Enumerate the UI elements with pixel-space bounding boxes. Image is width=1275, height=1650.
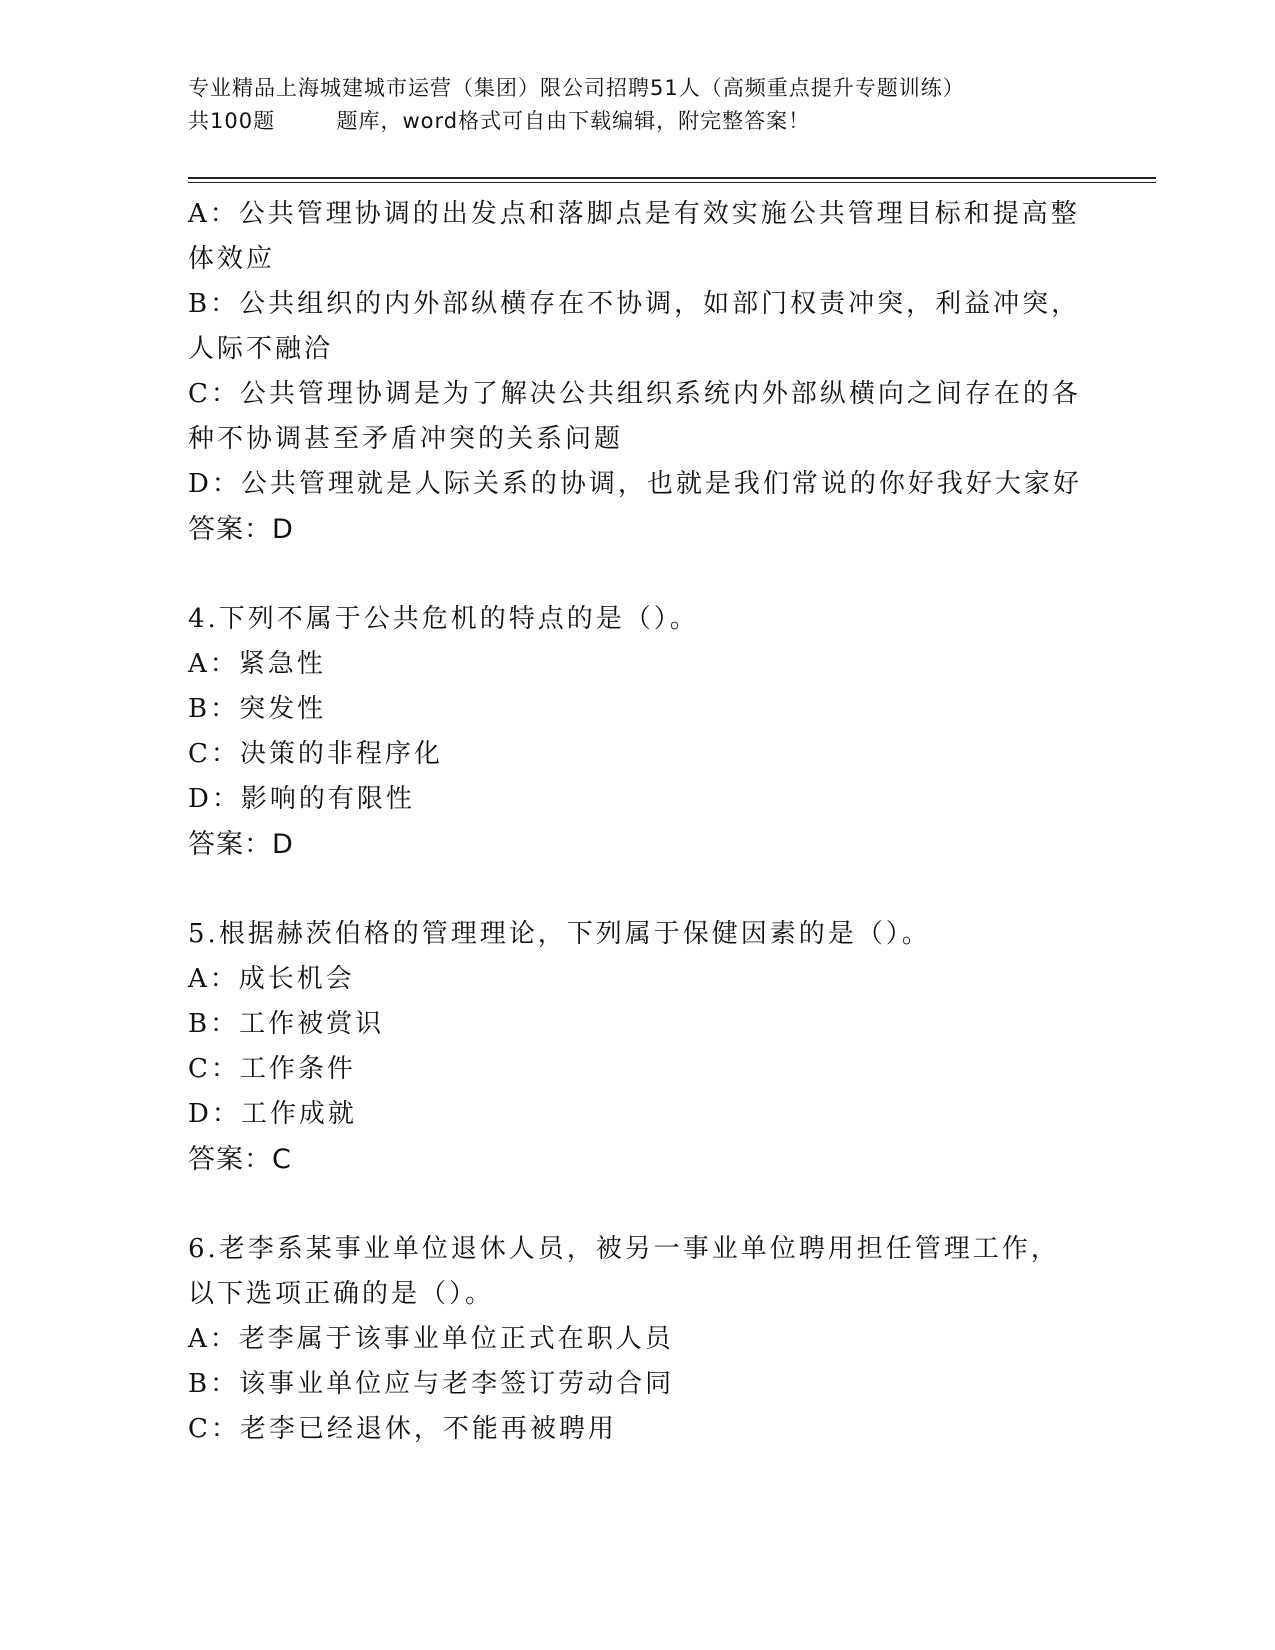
question-5-block xyxy=(188,912,1088,1182)
option-a-line-1: A：公共管理协调的出发点和落脚点是有效实施公共管理目标和提高整 xyxy=(188,199,1080,229)
question-list xyxy=(188,192,1088,1452)
question-4-block xyxy=(188,597,1088,867)
option-a: A：老李属于该事业单位正式在职人员 xyxy=(188,1324,674,1354)
option-a: A：紧急性 xyxy=(188,649,326,679)
option-a: A：成长机会 xyxy=(188,964,355,994)
option-c: C：老李已经退休，不能再被聘用 xyxy=(188,1414,617,1444)
question-text-line-2: 以下选项正确的是（）。 xyxy=(188,1279,495,1309)
answer-label: 答案：D xyxy=(188,514,294,545)
question-3-block xyxy=(188,192,1088,552)
option-b: B：该事业单位应与老李签订劳动合同 xyxy=(188,1369,675,1399)
option-c-line-2: 种不协调甚至矛盾冲突的关系问题 xyxy=(188,424,624,454)
option-d: D：影响的有限性 xyxy=(188,784,415,814)
question-text-line-1: 6.老李系某事业单位退休人员，被另一事业单位聘用担任管理工作， xyxy=(188,1234,1060,1264)
option-a-line-2: 体效应 xyxy=(188,244,276,274)
question-text: 4.下列不属于公共危机的特点的是（）。 xyxy=(188,604,699,634)
question-text: 5.根据赫茨伯格的管理理论，下列属于保健因素的是（）。 xyxy=(188,919,931,949)
option-c: C：工作条件 xyxy=(188,1054,356,1084)
option-c: C：决策的非程序化 xyxy=(188,739,443,769)
question-6-block xyxy=(188,1227,1088,1452)
document-header xyxy=(188,72,1088,138)
answer-label: 答案：C xyxy=(188,1144,292,1175)
option-b: B：突发性 xyxy=(188,694,327,724)
header-divider-thick xyxy=(188,177,1156,179)
option-d: D：工作成就 xyxy=(188,1099,357,1129)
option-c-line-1: C：公共管理协调是为了解决公共组织系统内外部纵横向之间存在的各 xyxy=(188,379,1081,409)
option-b-line-2: 人际不融洽 xyxy=(188,334,334,364)
option-b-line-1: B：公共组织的内外部纵横存在不协调，如部门权责冲突，利益冲突， xyxy=(188,289,1081,319)
option-d-line-1: D：公共管理就是人际关系的协调，也就是我们常说的你好我好大家好 xyxy=(188,469,1082,499)
header-title-line-1: 专业精品上海城建城市运营（集团）限公司招聘51人（高频重点提升专题训练） xyxy=(188,76,965,100)
answer-label: 答案：D xyxy=(188,829,294,860)
header-title-line-2: 共100题 题库，word格式可自由下载编辑，附完整答案！ xyxy=(188,109,811,133)
header-divider-thin xyxy=(188,182,1156,183)
option-b: B：工作被赏识 xyxy=(188,1009,385,1039)
